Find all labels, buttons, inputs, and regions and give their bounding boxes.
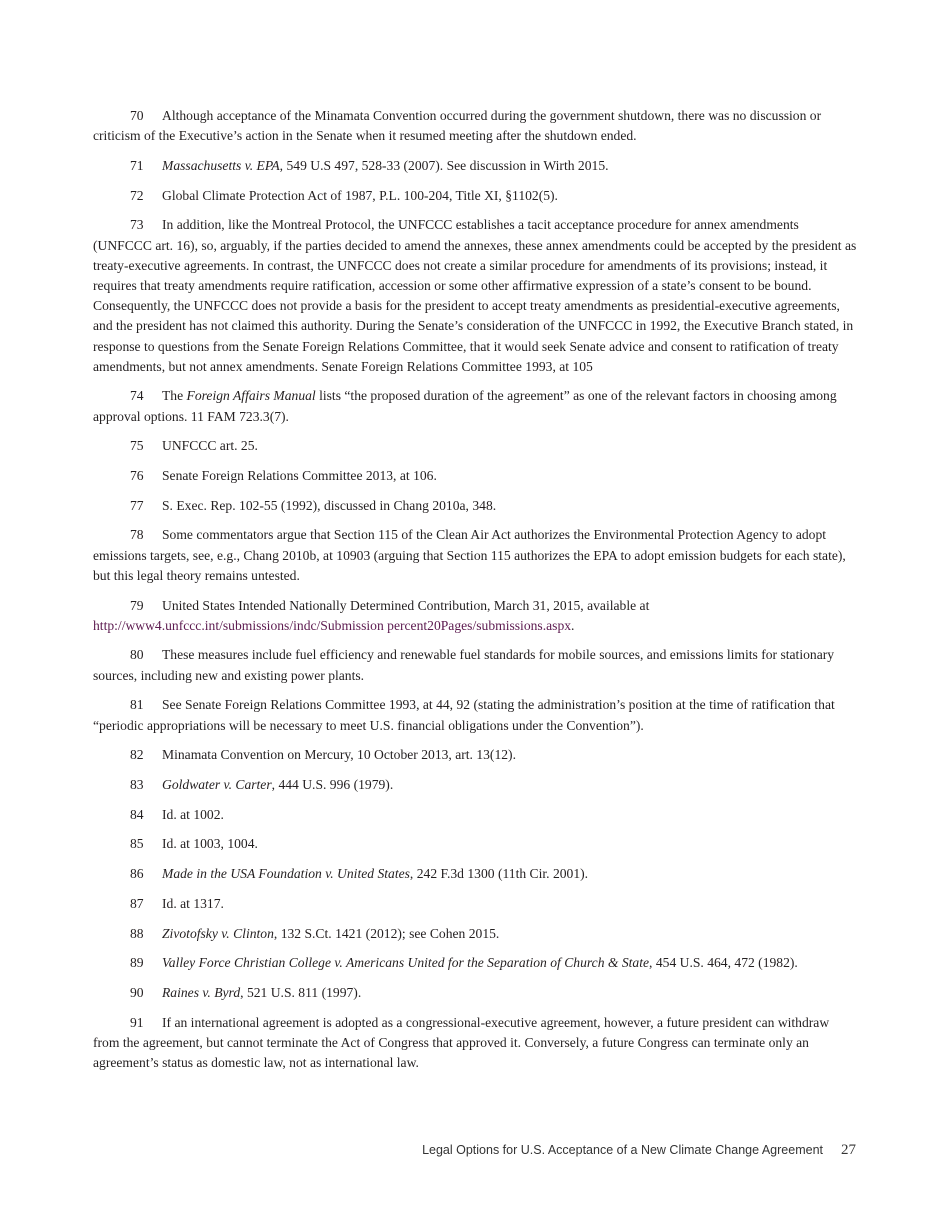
endnote: [93, 1013, 857, 1074]
endnote: [93, 864, 857, 884]
endnote: [93, 953, 857, 973]
endnote-text: , 549 U.S 497, 528-33 (2007). See discussion in Wirth 2015.: [279, 157, 609, 173]
endnote: [93, 156, 857, 176]
endnote-number: 91: [130, 1014, 144, 1030]
endnote-italic-text: Made in the USA Foundation v. United States: [162, 866, 410, 882]
endnote-text: , 242 F.3d 1300 (11th Cir. 2001).: [409, 866, 589, 882]
endnote: [93, 496, 857, 516]
endnote-text: Id. at 1003, 1004.: [162, 836, 258, 852]
endnote-number: 86: [130, 866, 144, 882]
endnote-link[interactable]: http://www4.unfccc.int/submissions/indc/Submission percent20Pages/submissions.aspx: [93, 617, 572, 633]
endnote-number: 84: [130, 806, 144, 822]
endnote-number: 75: [130, 438, 144, 454]
endnote-text: Global Climate Protection Act of 1987, P.L. 100-204, Title XI, §1102(5).: [162, 187, 558, 203]
endnote-number: 87: [130, 895, 144, 911]
endnote: [93, 386, 857, 426]
endnote-number: 71: [130, 157, 144, 173]
endnote-italic-text: Zivotofsky v. Clinton: [162, 925, 274, 941]
endnote-text: If an international agreement is adopted as a congressional-executive agreement, however, a future president can withdraw from the agreement, but cannot terminate the Act of Congress that approved it. Conversely, a future Congress can terminate only an agreement’s status as domestic law, not as international law.: [93, 1014, 830, 1071]
endnote-text: Some commentators argue that Section 115 of the Clean Air Act authorizes the Environmental Protection Agency to adopt emissions targets, see, e.g., Chang 2010b, at 10903 (arguing that Section 115 authorizes the EPA to adopt emission budgets for each state), but this legal theory remains untested.: [93, 527, 846, 583]
endnote-number: 85: [130, 836, 144, 852]
page-number: 27: [841, 1142, 856, 1158]
endnotes-list: [93, 106, 857, 1083]
endnote: [93, 466, 857, 486]
endnote-text: In addition, like the Montreal Protocol, the UNFCCC establishes a tacit acceptance procedure for annex amendments (UNFCCC art. 16), so, arguably, if the parties decided to amend the annexes, these annex amendments could be accepted by the president as treaty-executive agreements. In contrast, the UNFCCC does not create a similar procedure for amendments of its provisions; instead, it requires that treaty amendments require ratification, accession or some other affirmative expression of a state’s consent to be bound. Consequently, the UNFCCC does not provide a basis for the president to accept treaty amendments as presidential-executive agreements, and the president has not claimed this authority. During the Senate’s consideration of the UNFCCC in 1992, the Executive Branch stated, in response to questions from the Senate Foreign Relations Committee, that it would seek Senate advice and consent to ratification of treaty amendments, but not annex amendments. Senate Foreign Relations Committee 1993, at 105: [93, 217, 857, 374]
endnote-text: Minamata Convention on Mercury, 10 October 2013, art. 13(12).: [162, 747, 516, 763]
endnote: [93, 775, 857, 795]
endnote-text: , 132 S.Ct. 1421 (2012); see Cohen 2015.: [273, 925, 500, 941]
endnote-italic-text: Massachusetts v. EPA: [162, 157, 280, 173]
endnote: [93, 596, 857, 636]
page-footer: [422, 1141, 856, 1159]
endnote-number: 78: [130, 527, 144, 543]
endnote-italic-text: Goldwater v. Carter: [162, 776, 272, 792]
endnote-text: lists “the proposed duration of the agreement” as one of the relevant factors in choosing among approval options. 11 FAM 723.3(7).: [93, 388, 837, 424]
endnote-text: These measures include fuel efficiency and renewable fuel standards for mobile sources, and emissions limits for stationary sources, including new and existing power plants.: [93, 647, 835, 683]
endnote-text: See Senate Foreign Relations Committee 1993, at 44, 92 (stating the administration’s position at the time of ratification that “periodic appropriations will be necessary to meet U.S. financial obligations under the Convention”).: [93, 697, 835, 733]
endnote-text: , 521 U.S. 811 (1997).: [240, 984, 362, 1000]
endnote-text: Senate Foreign Relations Committee 2013, at 106.: [162, 468, 437, 484]
endnote-number: 73: [130, 217, 144, 233]
endnote: [93, 106, 857, 146]
endnote-italic-text: Foreign Affairs Manual: [186, 388, 316, 404]
endnote: [93, 695, 857, 735]
endnote-text: United States Intended Nationally Determined Contribution, March 31, 2015, available at: [162, 597, 650, 613]
endnote-number: 89: [130, 955, 144, 971]
endnote-text: UNFCCC art. 25.: [162, 438, 258, 454]
endnote: [93, 436, 857, 456]
endnote-text: S. Exec. Rep. 102-55 (1992), discussed in Chang 2010a, 348.: [162, 497, 497, 513]
endnote-number: 79: [130, 597, 144, 613]
endnote: [93, 805, 857, 825]
endnote: [93, 186, 857, 206]
endnote-number: 70: [130, 108, 144, 123]
endnote-number: 72: [130, 187, 144, 203]
endnote: [93, 645, 857, 685]
endnote: [93, 745, 857, 765]
endnote-text: Id. at 1002.: [162, 806, 224, 822]
endnote: [93, 834, 857, 854]
endnote: [93, 894, 857, 914]
endnote-number: 90: [130, 984, 144, 1000]
endnote-number: 82: [130, 747, 144, 763]
endnote-number: 74: [130, 388, 144, 404]
endnote-text: , 454 U.S. 464, 472 (1982).: [649, 955, 798, 971]
endnote-text: .: [571, 617, 575, 633]
endnote-number: 77: [130, 497, 144, 513]
endnote: [93, 215, 857, 377]
endnote-number: 76: [130, 468, 144, 484]
endnote-italic-text: Raines v. Byrd: [162, 984, 241, 1000]
endnote-text: , 444 U.S. 996 (1979).: [271, 776, 394, 792]
endnote-text: The: [162, 388, 187, 404]
endnote-number: 88: [130, 925, 144, 941]
endnote-number: 80: [130, 647, 144, 663]
running-title: Legal Options for U.S. Acceptance of a New Climate Change Agreement: [422, 1143, 823, 1157]
endnote: [93, 983, 857, 1003]
endnote-italic-text: Valley Force Christian College v. Americans United for the Separation of Church & State: [162, 955, 650, 971]
endnote-text: Although acceptance of the Minamata Convention occurred during the government shutdown, there was no discussion or criticism of the Executive’s action in the Senate when it resumed meeting after the shutdown ended.: [93, 108, 822, 144]
endnote-number: 81: [130, 697, 144, 713]
endnote: [93, 525, 857, 586]
endnote-text: Id. at 1317.: [162, 895, 224, 911]
endnote: [93, 924, 857, 944]
endnote-number: 83: [130, 776, 144, 792]
